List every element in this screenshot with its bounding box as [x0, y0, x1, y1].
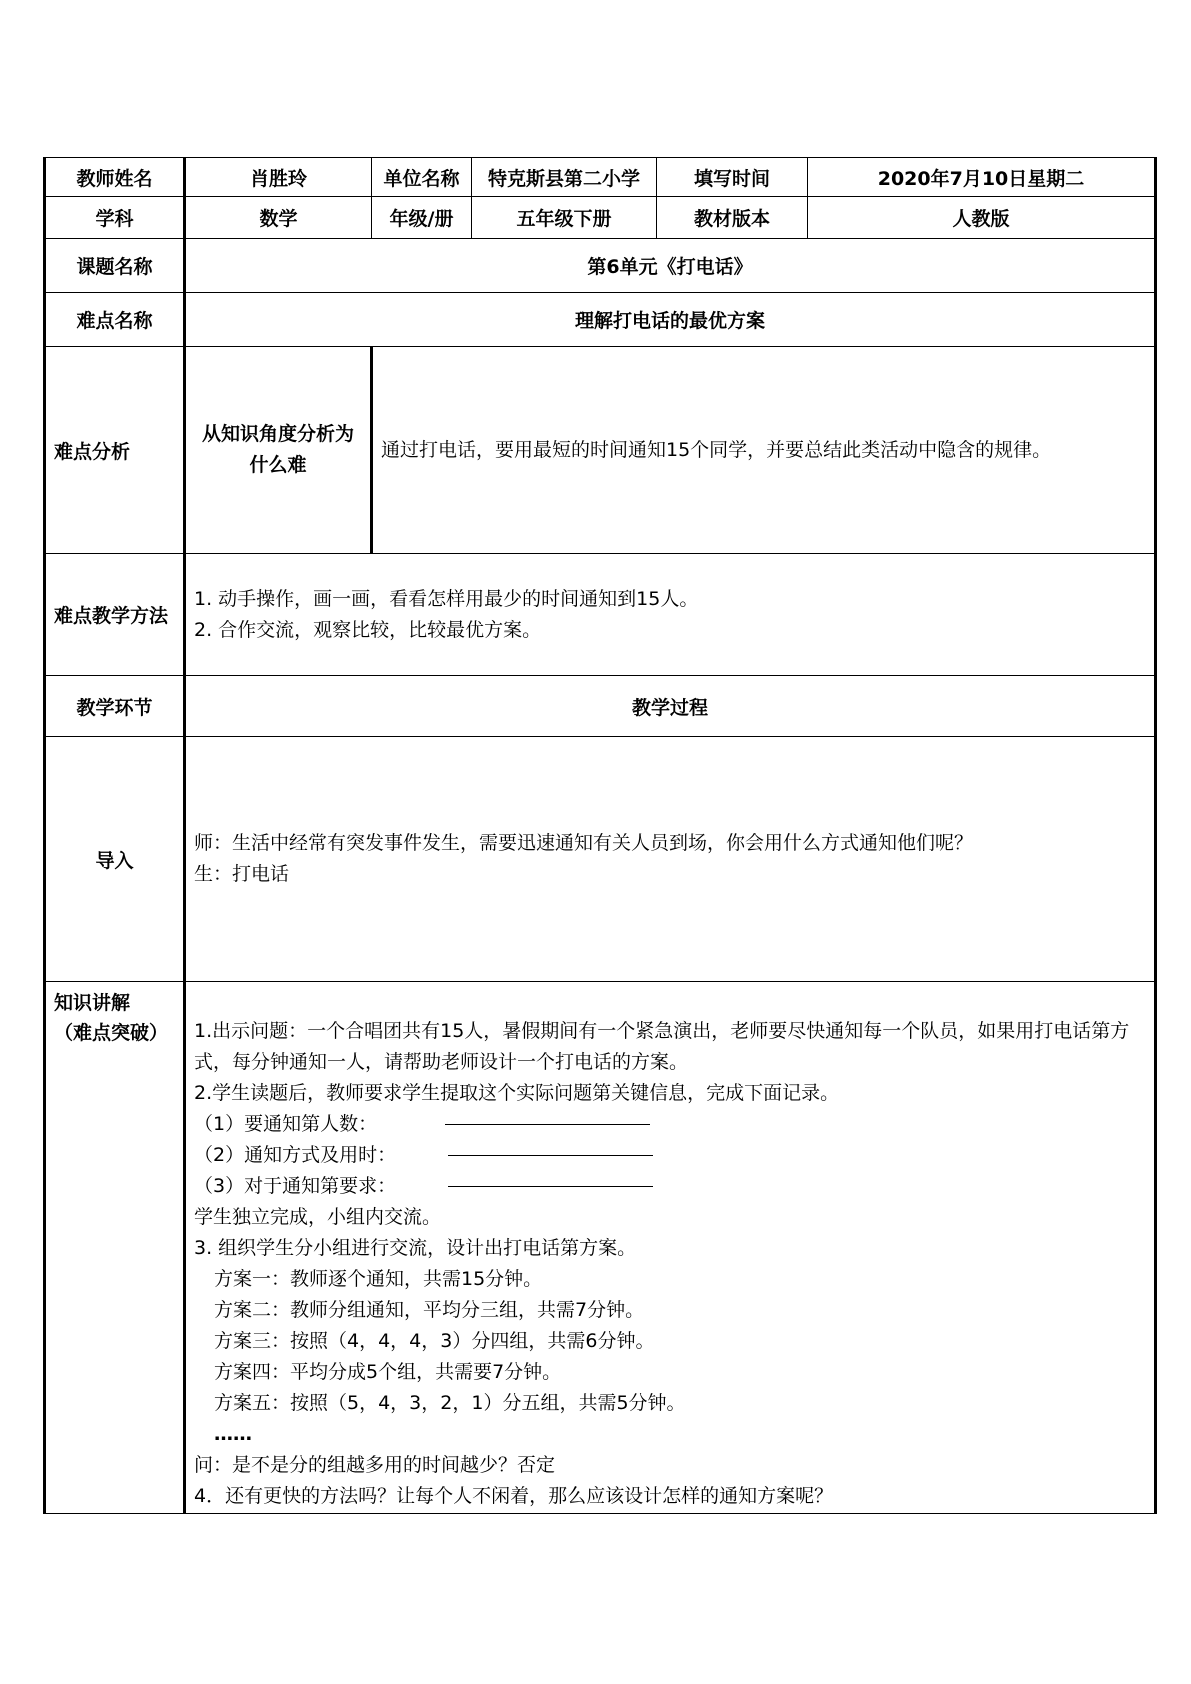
knowledge-p3: 学生独立完成，小组内交流。 — [194, 1206, 442, 1228]
knowledge-q1: （1）要通知第人数： — [194, 1113, 378, 1135]
difficulty-value: 理解打电话的最优方案 — [185, 293, 1156, 347]
intro-line-2: 生：打电话 — [194, 863, 290, 885]
analysis-label: 难点分析 — [45, 347, 185, 554]
date-label: 填写时间 — [657, 158, 808, 197]
teacher-value: 肖胜玲 — [185, 158, 372, 197]
knowledge-q1-row — [194, 1109, 1146, 1140]
plan-3: 方案三：按照（4，4，4，3）分四组，共需6分钟。 — [214, 1330, 655, 1352]
blank-line-3 — [448, 1186, 653, 1187]
method-item-1: 1. 动手操作，画一画，看看怎样用最少的时间通知到15人。 — [194, 587, 699, 610]
edition-value: 人教版 — [808, 197, 1156, 239]
knowledge-q3: （3）对于通知第要求： — [194, 1175, 397, 1197]
plan-1: 方案一：教师逐个通知，共需15分钟。 — [214, 1268, 543, 1290]
subject-value: 数学 — [185, 197, 372, 239]
knowledge-q2: （2）通知方式及用时： — [194, 1144, 397, 1166]
lesson-plan-table — [43, 157, 1157, 1514]
blank-line-1 — [445, 1124, 650, 1125]
analysis-value: 通过打电话，要用最短的时间通知15个同学，并要总结此类活动中隐含的规律。 — [381, 438, 1052, 461]
knowledge-p2: 2.学生读题后，教师要求学生提取这个实际问题第关键信息，完成下面记录。 — [194, 1082, 840, 1104]
blank-line-2 — [448, 1155, 653, 1156]
method-item-2: 2. 合作交流，观察比较，比较最优方案。 — [194, 618, 542, 641]
plan-4: 方案四：平均分成5个组，共需要7分钟。 — [214, 1361, 562, 1383]
analysis-sub-label — [185, 347, 372, 554]
process-label: 教学环节 — [45, 676, 185, 737]
intro-cell — [185, 737, 1156, 982]
plan-5: 方案五：按照（5，4，3，2，1）分五组，共需5分钟。 — [214, 1392, 686, 1414]
knowledge-p1: 1.出示问题：一个合唱团共有15人，暑假期间有一个紧急演出，老师要尽快通知每一个队员，如果用打电话第方式，每分钟通知一人，请帮助老师设计一个打电话的方案。 — [194, 1020, 1130, 1073]
date-value: 2020年7月10日星期二 — [808, 158, 1156, 197]
knowledge-label-2: （难点突破） — [54, 1022, 169, 1044]
unit-label: 单位名称 — [372, 158, 472, 197]
analysis-sub-label-text: 从知识角度分析为什么难 — [201, 423, 354, 476]
topic-value: 第6单元《打电话》 — [185, 239, 1156, 293]
knowledge-cell — [185, 982, 1156, 1514]
method-cell — [185, 554, 1156, 676]
grade-label: 年级/册 — [372, 197, 472, 239]
unit-value: 特克斯县第二小学 — [472, 158, 657, 197]
knowledge-q3-row — [194, 1171, 1146, 1202]
process-value: 教学过程 — [185, 676, 1156, 737]
knowledge-p5: 问：是不是分的组越多用的时间越少？否定 — [194, 1454, 556, 1476]
difficulty-label: 难点名称 — [45, 293, 185, 347]
edition-label: 教材版本 — [657, 197, 808, 239]
knowledge-label-1: 知识讲解 — [54, 992, 131, 1014]
subject-label: 学科 — [45, 197, 185, 239]
method-label: 难点教学方法 — [45, 554, 185, 676]
grade-value: 五年级下册 — [472, 197, 657, 239]
plan-ellipsis: …… — [214, 1423, 252, 1445]
knowledge-p6: 4．还有更快的方法吗？让每个人不闲着，那么应该设计怎样的通知方案呢？ — [194, 1485, 834, 1507]
plan-2: 方案二：教师分组通知，平均分三组，共需7分钟。 — [214, 1299, 645, 1321]
teacher-label: 教师姓名 — [45, 158, 185, 197]
knowledge-q2-row — [194, 1140, 1146, 1171]
analysis-value-cell — [372, 347, 1156, 554]
topic-label: 课题名称 — [45, 239, 185, 293]
intro-label: 导入 — [45, 737, 185, 982]
intro-line-1: 师：生活中经常有突发事件发生，需要迅速通知有关人员到场，你会用什么方式通知他们呢？ — [194, 832, 974, 854]
knowledge-p4: 3. 组织学生分小组进行交流，设计出打电话第方案。 — [194, 1237, 637, 1259]
knowledge-label-cell — [45, 982, 185, 1514]
